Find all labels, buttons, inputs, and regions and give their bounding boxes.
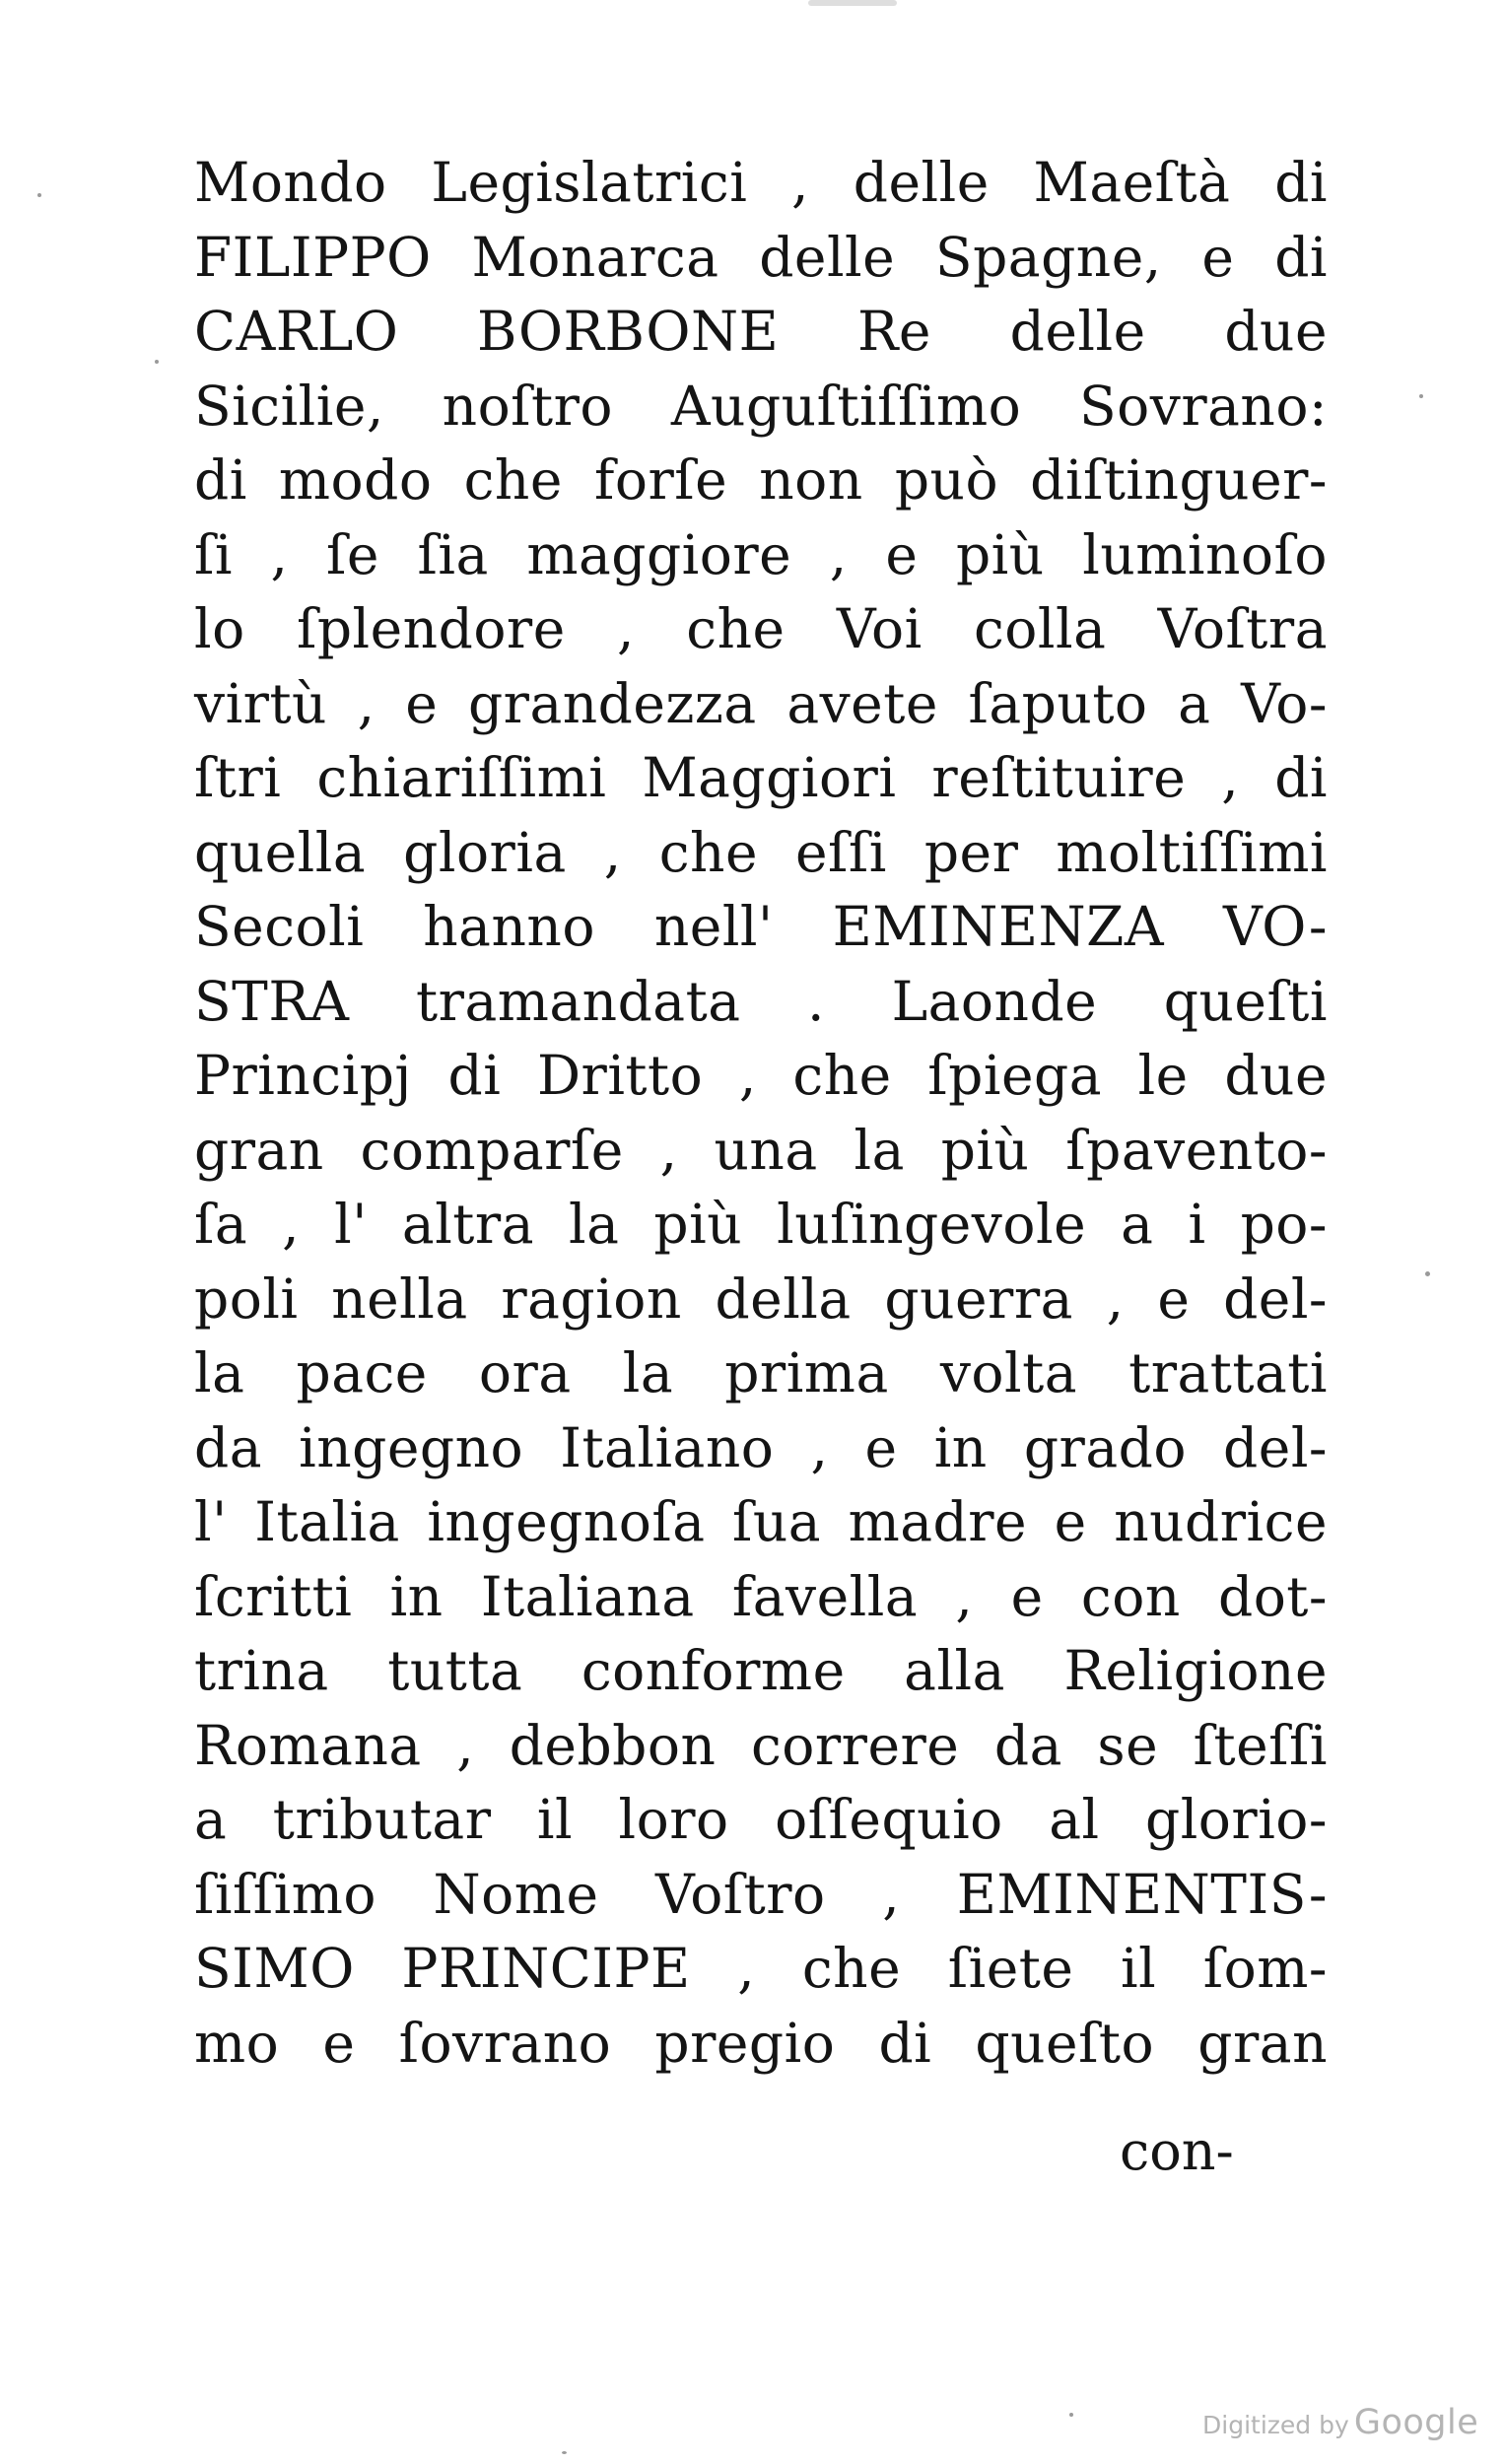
text-line: mo e ſovrano pregio di queſto gran	[194, 2011, 1328, 2075]
page-edge-mark	[808, 0, 897, 6]
text-line: a tributar il loro oſſequio al glorio-	[194, 1788, 1328, 1851]
text-line: lo ſplendore , che Voi colla Voſtra	[194, 597, 1328, 660]
text-line: Romana , debbon correre da se ſteſſi	[194, 1713, 1328, 1777]
text-line: ſa , l' altra la più luſingevole a i po-	[194, 1193, 1328, 1256]
text-line: virtù , e grandezza avete ſaputo a Vo-	[194, 671, 1328, 735]
digitized-by-watermark	[1202, 2403, 1478, 2442]
text-line: ſcritti in Italiana favella , e con dot-	[194, 1564, 1328, 1628]
text-line: quella gloria , che eſſi per moltiſſimi	[194, 820, 1328, 884]
text-line: FILIPPO Monarca delle Spagne, e di	[194, 225, 1328, 289]
body-text	[194, 146, 1328, 2081]
text-line: Secoli hanno nell' EMINENZA VO-	[194, 895, 1328, 958]
paper-speck	[1069, 2413, 1073, 2417]
text-line: l' Italia ingegnoſa ſua madre e nudrice	[194, 1490, 1328, 1553]
text-line: di modo che forſe non può diſtinguer-	[194, 448, 1328, 512]
text-line: SIMO PRINCIPE , che ſiete il ſom-	[194, 1937, 1328, 2000]
text-line: ſtri chiariſſimi Maggiori reſtituire , di	[194, 746, 1328, 809]
text-line: Mondo Legislatrici , delle Maeſtà di	[194, 151, 1328, 214]
text-line: Principj di Dritto , che ſpiega le due	[194, 1044, 1328, 1107]
text-line: da ingegno Italiano , e in grado del-	[194, 1415, 1328, 1479]
catchword: con-	[1120, 2120, 1234, 2182]
paper-speck	[562, 2451, 567, 2454]
text-line: Sicilie, noſtro Auguſtiſſimo Sovrano:	[194, 374, 1328, 438]
text-line: ſiſſimo Nome Voſtro , EMINENTIS-	[194, 1862, 1328, 1926]
text-line: STRA tramandata . Laonde queſti	[194, 969, 1328, 1033]
text-line: la pace ora la prima volta trattati	[194, 1341, 1328, 1404]
text-line: gran comparſe , una la più ſpavento-	[194, 1118, 1328, 1182]
paper-speck	[37, 193, 41, 197]
text-line: CARLO BORBONE Re delle due	[194, 300, 1328, 363]
text-line: ſi , ſe ſia maggiore , e più luminoſo	[194, 522, 1328, 586]
text-line: trina tutta conforme alla Religione	[194, 1639, 1328, 1702]
text-line: poli nella ragion della guerra , e del-	[194, 1266, 1328, 1331]
paper-speck	[155, 360, 159, 364]
paper-speck	[1419, 394, 1423, 398]
google-logo: Google	[1353, 2403, 1479, 2442]
watermark-prefix: Digitized by	[1202, 2411, 1349, 2439]
paper-speck	[1425, 1271, 1430, 1276]
